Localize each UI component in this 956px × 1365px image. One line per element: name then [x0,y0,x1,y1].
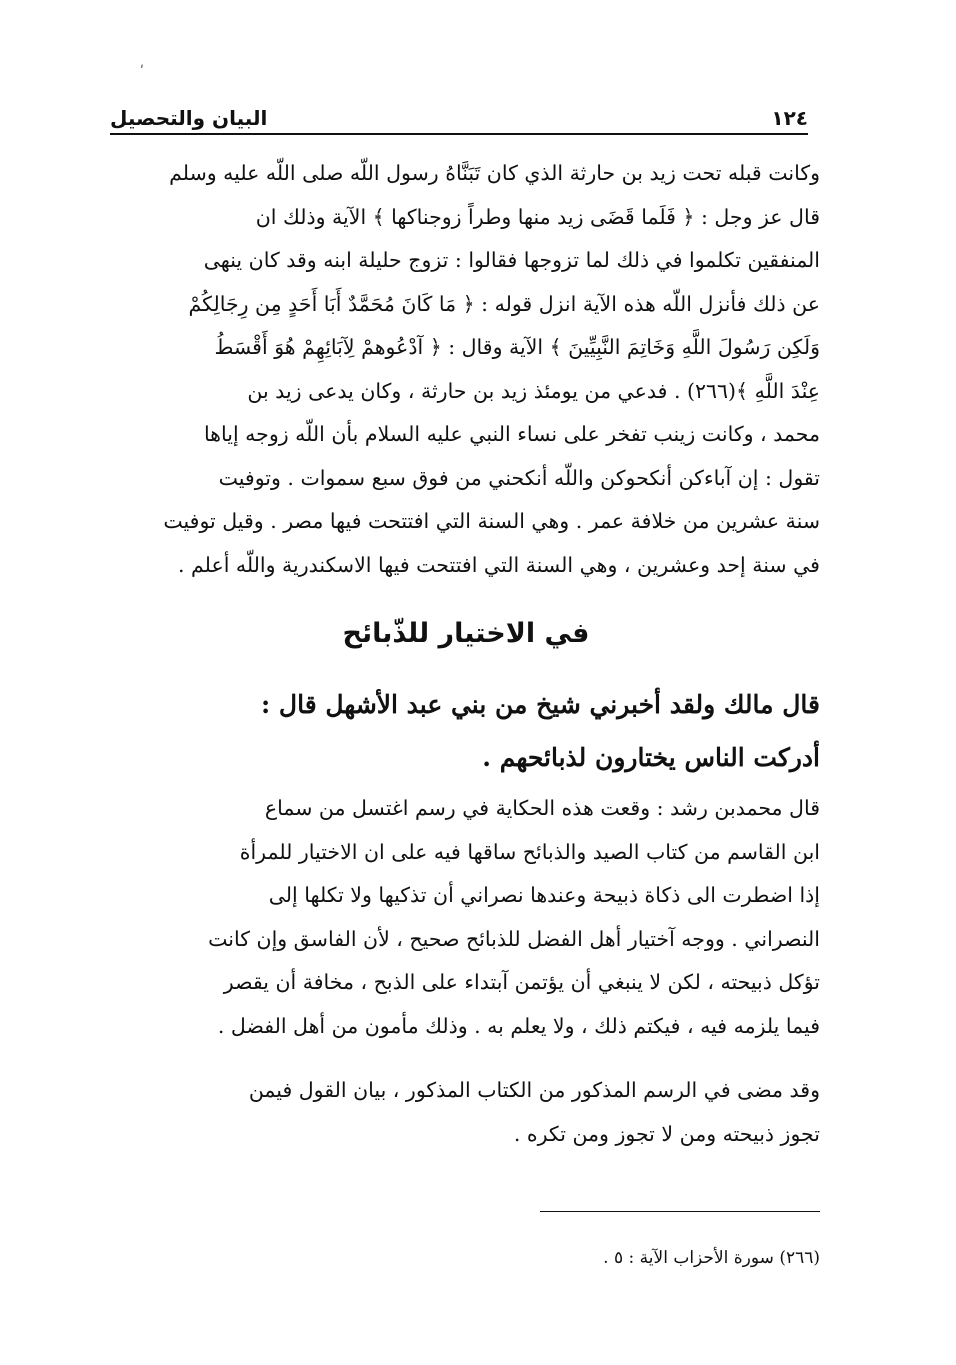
text-line: ابن القاسم من كتاب الصيد والذبائح ساقها فيه على ان الاختيار للمرأة [239,839,820,864]
text-line: فيما يلزمه فيه ، فيكتم ذلك ، ولا يعلم به . وذلك مأمون من أهل الفضل . [217,1013,820,1038]
section-heading: في الاختيار للذّبائح [342,618,590,649]
text-line: وكانت قبله تحت زيد بن حارثة الذي كان تَبَنَّاهُ رسول اللّه صلى اللّه عليه وسلم [169,161,820,185]
text-line: المنفقين تكلموا في ذلك لما تزوجها فقالوا : تزوج حليلة ابنه وقد كان ينهى [203,248,820,272]
book-title: البيان والتحصيل [110,106,268,130]
pen-mark: ʹ [140,64,144,80]
footnote-rule [540,1211,820,1212]
text-line: محمد ، وكانت زينب تفخر على نساء النبي عليه السلام بأن اللّه زوجه إياها [203,422,820,446]
text-line: تقول : إن آباءكن أنكحوكن واللّه أنكحني من فوق سبع سموات . وتوفيت [218,465,820,490]
paragraph-3 [112,1069,820,1156]
text-line: وقد مضى في الرسم المذكور من الكتاب المذكور ، بيان القول فيمن [248,1078,820,1102]
footnote: (٢٦٦) سورة الأحزاب الآية : ٥ . [603,1248,820,1268]
text-line: عِنْدَ اللَّهِ ﴾(٢٦٦) . فدعي من يومئذ زيد بن حارثة ، وكان يدعى زيد بن [247,378,820,403]
text-line: قال عز وجل : ﴿ فَلَما قَضَى زيد منها وطراً زوجناكها ﴾ الآية وذلك ان [255,204,820,229]
page-header [110,96,808,130]
text-line: إذا اضطرت الى ذكاة ذبيحة وعندها نصراني أن تذكيها ولا تكلها إلى [268,883,820,907]
text-line: تؤكل ذبيحته ، لكن لا ينبغي أن يؤتمن آبتداء على الذبح ، مخافة أن يقصر [223,970,820,994]
text-line: في سنة إحد وعشرين ، وهي السنة التي افتتحت فيها الاسكندرية واللّه أعلم . [178,552,820,577]
paragraph-1 [112,152,820,587]
text-line: سنة عشرين من خلافة عمر . وهي السنة التي افتتحت فيها مصر . وقيل توفيت [163,509,820,533]
paragraph-2 [112,787,820,1048]
page-number: ١٢٤ [771,106,808,130]
text-line: قال محمدبن رشد : وقعت هذه الحكاية في رسم اغتسل من سماع [264,796,820,820]
text-line: تجوز ذبيحته ومن لا تجوز ومن تكره . [513,1121,820,1146]
malik-quote [112,678,820,784]
header-rule [110,133,808,135]
text-line: النصراني . ووجه آختيار أهل الفضل للذبائح صحيح ، لأن الفاسق وإن كانت [208,926,820,951]
quote-line: أدركت الناس يختارون لذبائحهم . [482,743,820,772]
text-line: عن ذلك فأنزل اللّه هذه الآية انزل قوله : ﴿ مَا كَانَ مُحَمَّدٌ أَبَا أَحَدٍ مِن رِجَالِكُمْ [188,291,820,316]
text-line: وَلَكِن رَسُولَ اللَّهِ وَخَاتِمَ النَّبِيِّينَ ﴾ الآية وقال : ﴿ آدْعُوهمْ لِآبَائِهِمْ هُوَ أَقْسَطُ [214,335,820,359]
quote-line: قال مالك ولقد أخبرني شيخ من بني عبد الأشهل قال : [261,690,820,719]
